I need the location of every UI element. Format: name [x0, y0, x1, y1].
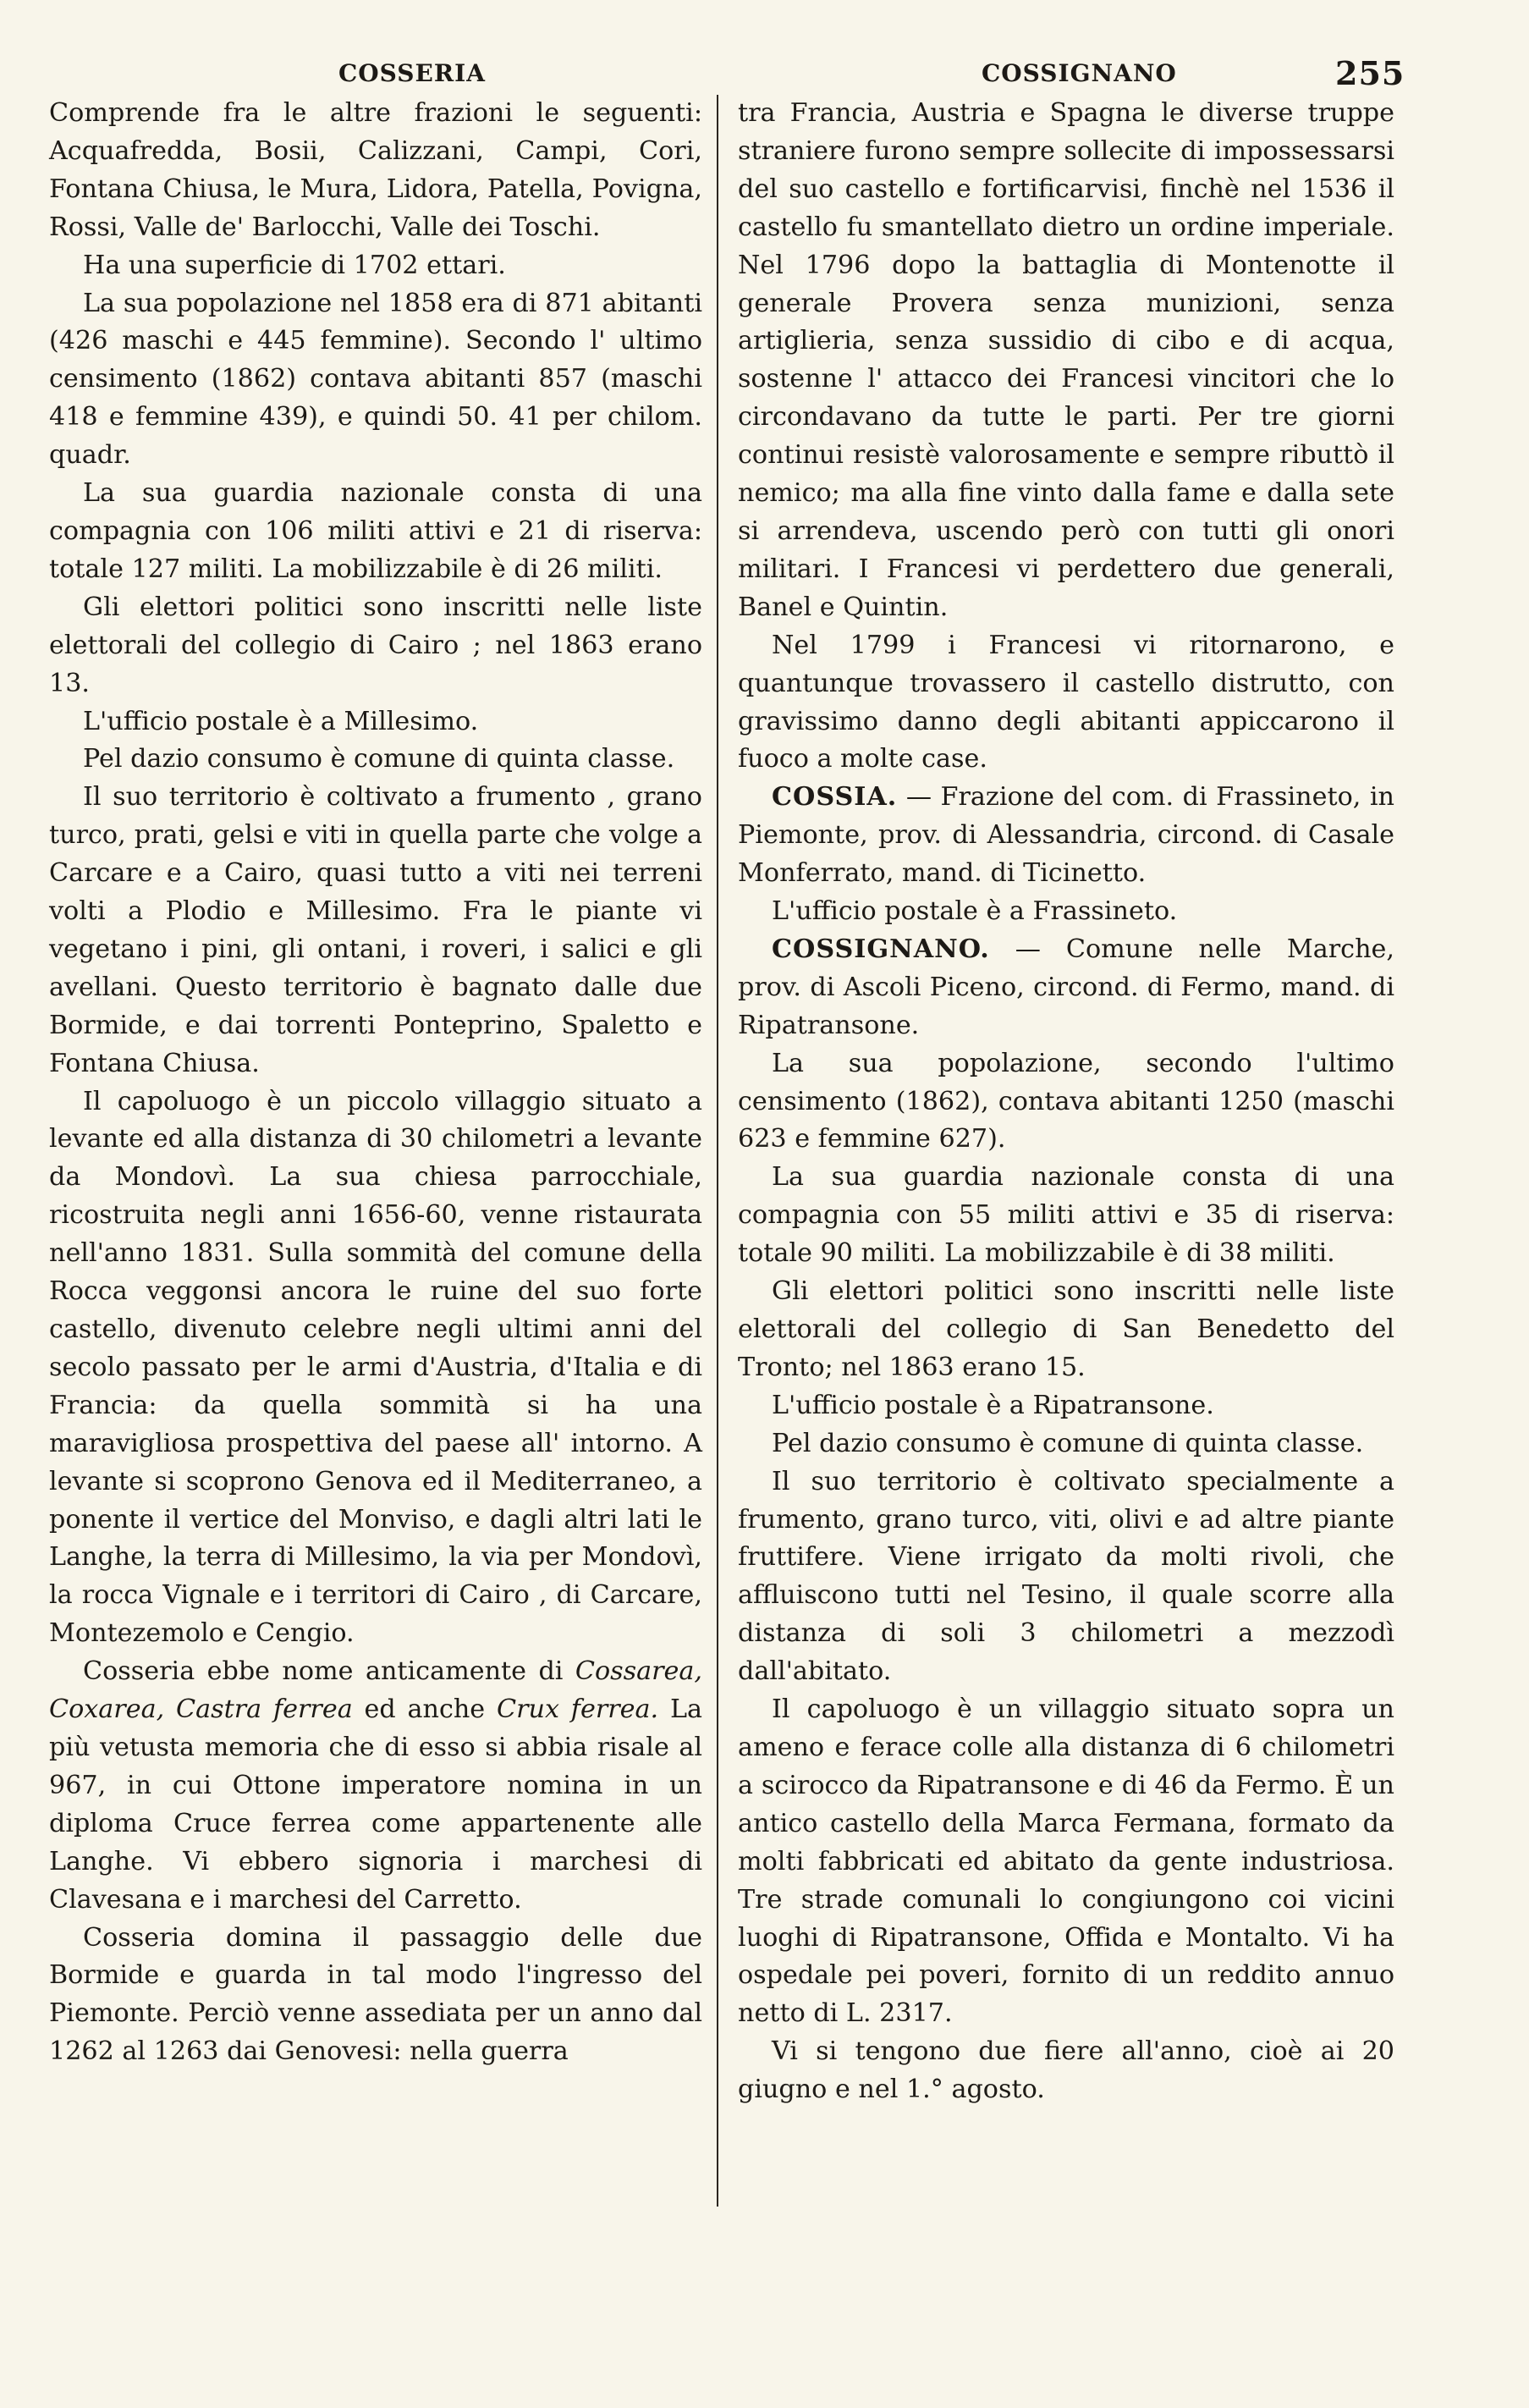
paragraph: Gli elettori politici sono inscritti nelle liste elettorali del collegio di San Benedetto del Tronto; nel 1863 erano 15. — [738, 1276, 1394, 1382]
italic-run: Cossarea, Coxarea, Castra ferrea — [49, 1656, 702, 1725]
paragraph: Il capoluogo è un villaggio situato sopra un ameno e ferace colle alla distanza di 6 chilometri a scirocco da Ripatransone e di 46 da Fermo. È un antico castello della Marca Fermana, formato da molti fabbricati ed abitato da gente industriosa. Tre strade comunali lo congiungono coi vicini luoghi di Ripatransone, Offida e Montalto. Vi ha ospedale pei poveri, fornito di un reddito annuo netto di L. 2317. — [738, 1694, 1394, 2029]
paragraph: Il suo territorio è coltivato a frumento , grano turco, prati, gelsi e viti in quella parte che volge a Carcare e a Cairo, quasi tutto a viti nei terreni volti a Plodio e Millesimo. Fra le piante vi vegetano i pini, gli ontani, i roveri, i salici e gli avellani. Questo territorio è bagnato dalle due Bormide, e dai torrenti Ponteprino, Spaletto e Fontana Chiusa. — [49, 782, 702, 1078]
paragraph: La sua popolazione nel 1858 era di 871 abitanti (426 maschi e 445 femmine). Secondo l' ultimo censimento (1862) contava abitanti 857 (maschi 418 e femmine 439), e quindi 50. 41 per chilom. quadr. — [49, 288, 702, 471]
text-run: Cosseria ebbe nome anticamente di — [83, 1656, 575, 1687]
paragraph: Nel 1799 i Francesi vi ritornarono, e quantunque trovassero il castello distrutto, con gravissimo danno degli abitanti appiccarono il fuoco a molte case. — [738, 630, 1394, 774]
paragraph: Ha una superficie di 1702 ettari. — [83, 250, 506, 280]
paragraph: Gli elettori politici sono inscritti nelle liste elettorali del collegio di Cairo ; nel 1863 erano 13. — [49, 592, 702, 698]
entry-lemma: COSSIA. — [772, 782, 898, 813]
paragraph: Pel dazio consumo è comune di quinta classe. — [772, 1428, 1364, 1458]
paragraph: Pel dazio consumo è comune di quinta classe. — [83, 744, 675, 774]
paragraph: Vi si tengono due fiere all'anno, cioè ai 20 giugno e nel 1.° agosto. — [738, 2036, 1394, 2105]
left-column — [49, 95, 702, 2071]
column-divider — [717, 95, 718, 2207]
left-running-head: COSSERIA — [338, 59, 486, 87]
paragraph: La sua guardia nazionale consta di una compagnia con 106 militi attivi e 21 di riserva: totale 127 militi. La mobilizzabile è di 26 militi. — [49, 478, 702, 584]
right-running-head: COSSIGNANO — [982, 59, 1177, 87]
entry — [738, 931, 1394, 1045]
text-run: ed anche — [352, 1694, 497, 1725]
paragraph: La sua popolazione, secondo l'ultimo censimento (1862), contava abitanti 1250 (maschi 623 e femmine 627). — [738, 1048, 1394, 1154]
paragraph: Il suo territorio è coltivato specialmente a frumento, grano turco, viti, olivi e ad altre piante fruttifere. Viene irrigato da molti rivoli, che affluiscono tutti nel Tesino, il quale scorre alla distanza di soli 3 chilometri a mezzodì dall'abitato. — [738, 1466, 1394, 1687]
paragraph: L'ufficio postale è a Ripatransone. — [772, 1390, 1214, 1420]
italic-run: Crux ferrea. — [496, 1694, 659, 1725]
right-column — [738, 95, 1394, 2109]
entry-text: — Comune nelle Marche, prov. di Ascoli Piceno, circond. di Fermo, mand. di Ripatransone. — [738, 934, 1394, 1040]
paragraph: La sua guardia nazionale consta di una compagnia con 55 militi attivi e 35 di riserva: totale 90 militi. La mobilizzabile è di 38 militi. — [738, 1162, 1394, 1269]
paragraph: Comprende fra le altre frazioni le seguenti: Acquafredda, Bosii, Calizzani, Campi, Cori, Fontana Chiusa, le Mura, Lidora, Patella, Povigna, Rossi, Valle de' Barlocchi, Valle dei Toschi. — [49, 98, 702, 242]
paragraph: Cosseria domina il passaggio delle due Bormide e guarda in tal modo l'ingresso del Piemonte. Perciò venne assediata per un anno dal 1262 al 1263 dai Genovesi: nella guerra — [49, 1922, 702, 2067]
paragraph: L'ufficio postale è a Millesimo. — [83, 706, 479, 736]
paragraph: Il capoluogo è un piccolo villaggio situato a levante ed alla distanza di 30 chilometri a levante da Mondovì. La sua chiesa parrocchiale, ricostruita negli anni 1656-60, venne ristaurata nell'anno 1831. Sulla sommità del comune della Rocca veggonsi ancora le ruine del suo forte castello, divenuto celebre negli ultimi anni del secolo passato per le armi d'Austria, d'Italia e di Francia: da quella sommità si ha una maravigliosa prospettiva del paese all' intorno. A levante si scoprono Genova ed il Mediterraneo, a ponente il vertice del Monviso, e dagli altri lati le Langhe, la terra di Millesimo, la via per Mondovì, la rocca Vignale e i territori di Cairo , di Carcare, Montezemolo e Cengio. — [49, 1086, 702, 1649]
text-run: La più vetusta memoria che di esso si abbia risale al 967, in cui Ottone imperatore nomina in un diploma Cruce ferrea come appartenente alle Langhe. Vi ebbero signoria i marchesi di Clavesana e i marchesi del Carretto. — [49, 1694, 703, 1915]
entry-lemma: COSSIGNANO. — [772, 934, 990, 964]
page-number: 255 — [1335, 54, 1405, 92]
entry — [738, 779, 1394, 893]
paragraph: tra Francia, Austria e Spagna le diverse truppe straniere furono sempre sollecite di impossessarsi del suo castello e fortificarvisi, finchè nel 1536 il castello fu smantellato dietro un ordine imperiale. Nel 1796 dopo la battaglia di Montenotte il generale Provera senza munizioni, senza artiglieria, senza sussidio di cibo e di acqua, sostenne l' attacco dei Francesi vincitori che lo circondavano da tutte le parti. Per tre giorni continui resistè valorosamente e sempre ributtò il nemico; ma alla fine vinto dalla fame e dalla sete si arrendeva, uscendo però con tutti gli onori militari. I Francesi vi perdettero due generali, Banel e Quintin. — [738, 98, 1394, 622]
paragraph: L'ufficio postale è a Frassineto. — [772, 896, 1178, 927]
entry-text: — Frazione del com. di Frassineto, in Piemonte, prov. di Alessandria, circond. di Casale Monferrato, mand. di Ticinetto. — [738, 782, 1394, 889]
paragraph — [49, 1653, 702, 1919]
